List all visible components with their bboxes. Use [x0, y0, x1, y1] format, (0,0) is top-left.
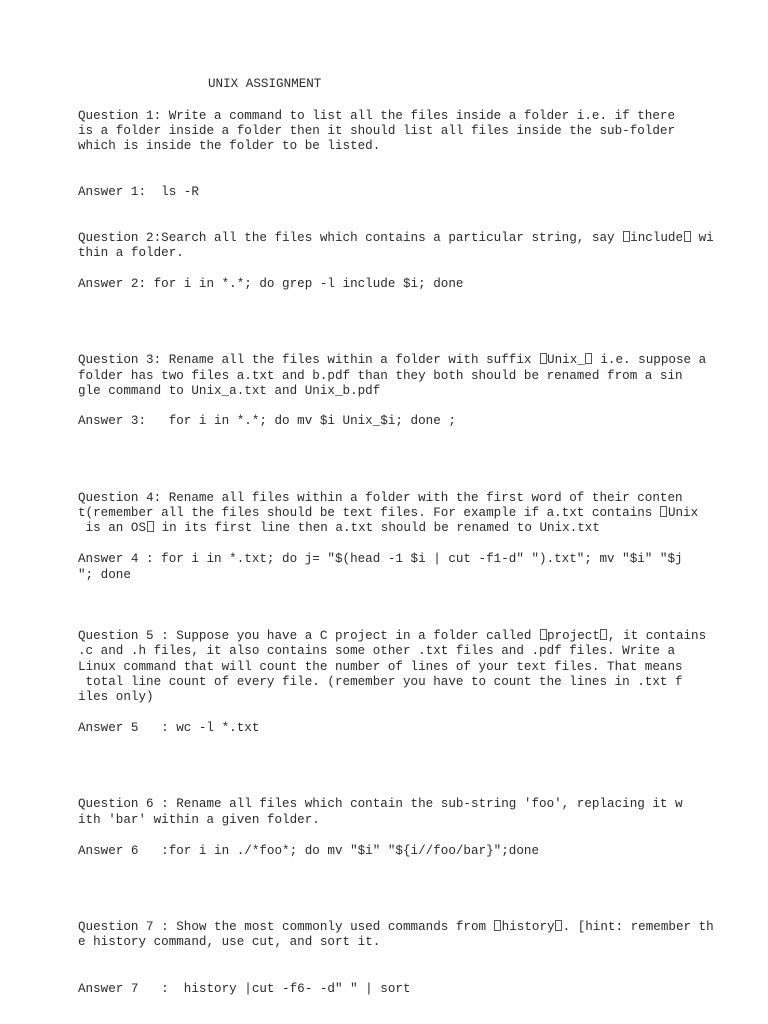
question-1-line-1: Question 1: Write a command to list all the files inside a folder i.e. if there: [78, 109, 676, 123]
question-1-line-3: which is inside the folder to be listed.: [78, 139, 381, 153]
answer-7: Answer 7 : history |cut -f6- -d" " | sort: [78, 982, 411, 996]
missing-glyph-icon: [585, 353, 592, 364]
question-5-line-2: .c and .h files, it also contains some other .txt files and .pdf files. Write a: [78, 644, 676, 658]
missing-glyph-icon: [660, 506, 667, 517]
question-6-line-2: ith 'bar' within a given folder.: [78, 813, 320, 827]
question-4-line-2: t(remember all the files should be text files. For example if a.txt contains Unix: [78, 506, 699, 520]
question-6-line-1: Question 6 : Rename all files which contain the sub-string 'foo', replacing it w: [78, 797, 683, 811]
answer-5: Answer 5 : wc -l *.txt: [78, 721, 260, 735]
question-3-line-1: Question 3: Rename all the files within a folder with suffix Unix_ i.e. suppose a: [78, 353, 707, 367]
missing-glyph-icon: [684, 231, 691, 242]
question-5-line-1: Question 5 : Suppose you have a C project in a folder called project , it contains: [78, 629, 707, 643]
answer-3: Answer 3: for i in *.*; do mv $i Unix_$i; done ;: [78, 414, 456, 428]
answer-4-line-1: Answer 4 : for i in *.txt; do j= "$(head -1 $i | cut -f1-d" ").txt"; mv "$i" "$j: [78, 552, 683, 566]
question-4-line-1: Question 4: Rename all files within a folder with the first word of their conten: [78, 491, 683, 505]
question-7-line-2: e history command, use cut, and sort it.: [78, 935, 381, 949]
answer-6: Answer 6 :for i in ./*foo*; do mv "$i" "${i//foo/bar}";done: [78, 844, 540, 858]
missing-glyph-icon: [600, 629, 607, 640]
answer-1: Answer 1: ls -R: [78, 185, 199, 199]
missing-glyph-icon: [555, 920, 562, 931]
missing-glyph-icon: [623, 231, 630, 242]
answer-4-line-2: "; done: [78, 568, 131, 582]
question-3-line-2: folder has two files a.txt and b.pdf than they both should be renamed from a sin: [78, 369, 683, 383]
question-1-line-2: is a folder inside a folder then it should list all files inside the sub-folder: [78, 124, 676, 138]
question-7-line-1: Question 7 : Show the most commonly used commands from history . [hint: remember th: [78, 920, 714, 934]
missing-glyph-icon: [540, 629, 547, 640]
question-4-line-3: is an OS in its first line then a.txt should be renamed to Unix.txt: [78, 521, 600, 535]
missing-glyph-icon: [147, 521, 154, 532]
missing-glyph-icon: [540, 353, 547, 364]
answer-2: Answer 2: for i in *.*; do grep -l include $i; done: [78, 277, 464, 291]
question-2-line-2: thin a folder.: [78, 246, 184, 260]
question-5-line-3: Linux command that will count the number of lines of your text files. That means: [78, 660, 683, 674]
missing-glyph-icon: [494, 920, 501, 931]
question-5-line-5: iles only): [78, 690, 154, 704]
document-title: UNIX ASSIGNMENT: [208, 77, 322, 91]
question-2-line-1: Question 2:Search all the files which contains a particular string, say include wi: [78, 231, 714, 245]
question-3-line-3: gle command to Unix_a.txt and Unix_b.pdf: [78, 384, 381, 398]
question-5-line-4: total line count of every file. (remember you have to count the lines in .txt f: [78, 675, 683, 689]
